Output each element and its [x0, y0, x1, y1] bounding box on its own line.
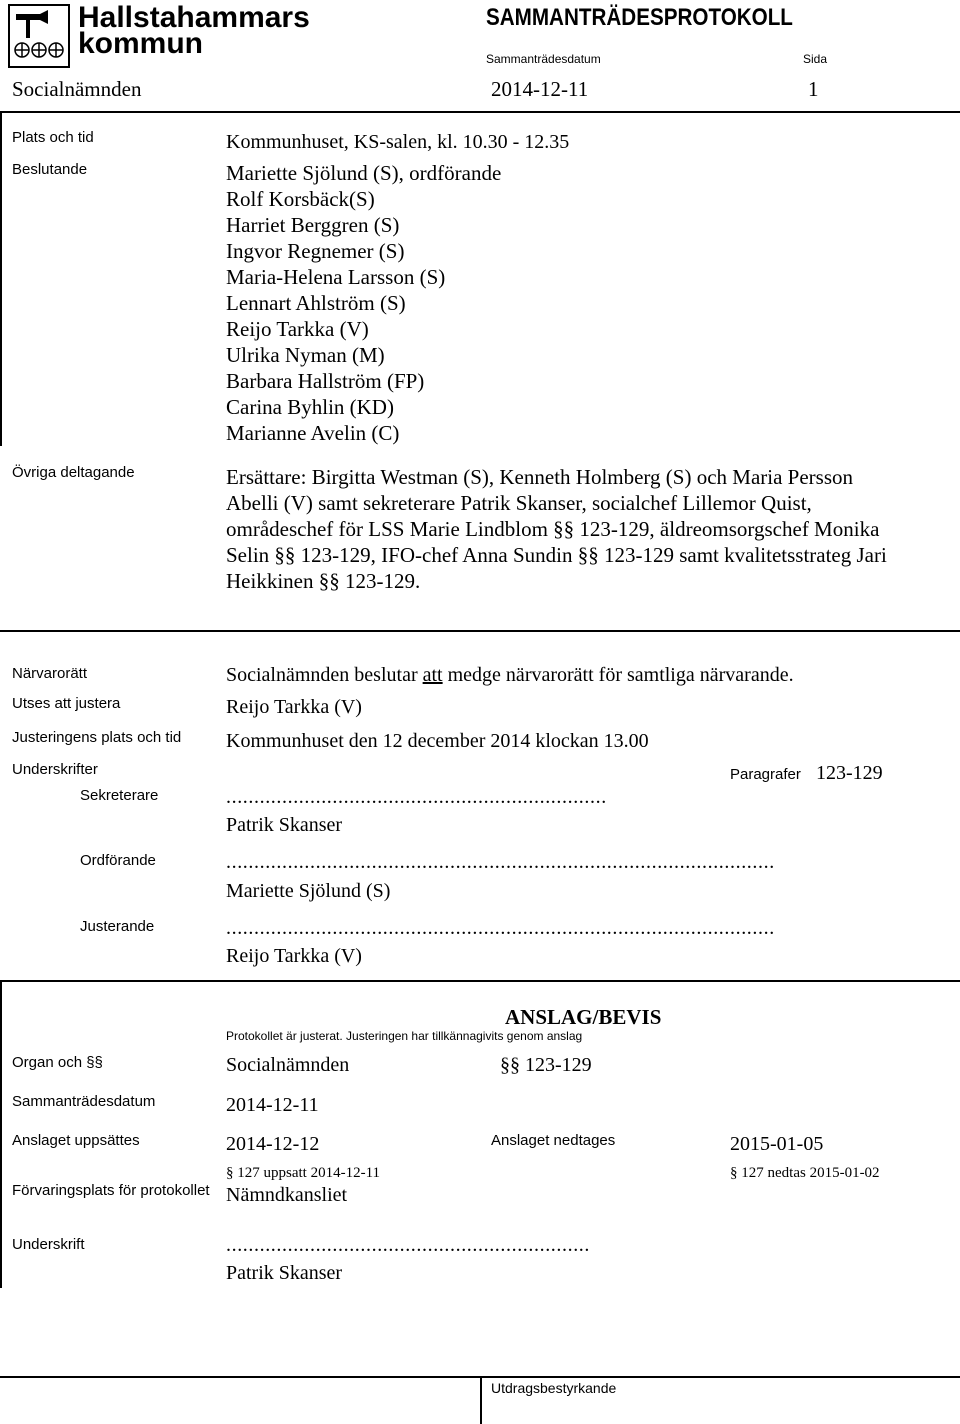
- left-border: [0, 113, 2, 446]
- member: Reijo Tarkka (V): [226, 317, 369, 341]
- paragraphs-label: Paragrafer: [730, 766, 801, 783]
- organ-value: Socialnämnden: [226, 1054, 350, 1076]
- adjust-value: Reijo Tarkka (V): [226, 696, 362, 718]
- municipality-name-line2: kommun: [78, 27, 204, 60]
- place-value: Kommunhuset, KS-salen, kl. 10.30 - 12.35: [226, 131, 570, 153]
- attendance-text-underlined: att: [422, 664, 443, 686]
- place-label: Plats och tid: [12, 129, 94, 146]
- member: Maria-Helena Larsson (S): [226, 265, 446, 289]
- footer-separator: [480, 1378, 482, 1424]
- attendance-text: [226, 664, 794, 687]
- page-caption: Sida: [803, 52, 828, 66]
- attendance-text-part: medge närvarorätt för samtliga närvarande.: [442, 664, 794, 686]
- adjust-label: Utses att justera: [12, 695, 121, 712]
- others-line: Ersättare: Birgitta Westman (S), Kenneth Holmberg (S) och Maria Persson: [226, 465, 854, 489]
- member: Barbara Hallström (FP): [226, 369, 425, 393]
- page-number: 1: [808, 77, 819, 101]
- notice-title: ANSLAG/BEVIS: [505, 1005, 662, 1029]
- adjust-place-value: Kommunhuset den 12 december 2014 klockan 13.00: [226, 730, 649, 752]
- secretary-signature-line: ....................................................................: [226, 786, 607, 808]
- notice-signature-label: Underskrift: [12, 1236, 85, 1253]
- meeting-date-caption: Sammanträdesdatum: [486, 52, 601, 66]
- member: Marianne Avelin (C): [226, 421, 400, 445]
- organ-paragraphs: §§ 123-129: [500, 1054, 592, 1076]
- meeting-date: 2014-12-11: [491, 77, 589, 101]
- notice-meeting-date-label: Sammanträdesdatum: [12, 1093, 156, 1110]
- notice-signature-name: Patrik Skanser: [226, 1262, 343, 1284]
- header-divider: [0, 111, 960, 113]
- member: Ingvor Regnemer (S): [226, 239, 405, 263]
- attendance-text-part: Socialnämnden beslutar: [226, 664, 423, 686]
- member: Mariette Sjölund (S), ordförande: [226, 161, 502, 185]
- notice-divider: [0, 980, 960, 982]
- member: Harriet Berggren (S): [226, 213, 400, 237]
- secretary-label: Sekreterare: [80, 787, 159, 804]
- adjuster-label: Justerande: [80, 918, 155, 935]
- notice-meeting-date-value: 2014-12-11: [226, 1094, 319, 1116]
- member: Carina Byhlin (KD): [226, 395, 394, 419]
- posted-note: § 127 uppsatt 2014-12-11: [226, 1165, 381, 1181]
- removed-label: Anslaget nedtages: [491, 1132, 616, 1149]
- certified-copy-label: Utdragsbestyrkande: [491, 1380, 617, 1396]
- member: Rolf Korsbäck(S): [226, 187, 375, 211]
- others-line: Selin §§ 123-129, IFO-chef Anna Sundin §§ 123-129 samt kvalitetsstrateg Jari: [226, 543, 887, 567]
- paragraphs-value: 123-129: [816, 762, 883, 784]
- others-label: Övriga deltagande: [12, 464, 135, 481]
- committee-name: Socialnämnden: [12, 77, 142, 101]
- notice-signature-line: .................................................................: [226, 1234, 590, 1256]
- adjust-place-label: Justeringens plats och tid: [12, 729, 182, 746]
- others-line: områdeschef för LSS Marie Lindblom §§ 123-129, äldreomsorgschef Monika: [226, 517, 880, 541]
- deciding-label: Beslutande: [12, 161, 88, 178]
- municipal-crest-icon: [8, 4, 70, 68]
- section-divider: [0, 630, 960, 632]
- member: Ulrika Nyman (M): [226, 343, 385, 367]
- adjuster-signature-line: ..................................................................................................: [226, 917, 775, 939]
- removed-note: § 127 nedtas 2015-01-02: [730, 1165, 880, 1181]
- others-line: Heikkinen §§ 123-129.: [226, 569, 421, 593]
- attendance-label: Närvarorätt: [12, 665, 88, 682]
- adjuster-name: Reijo Tarkka (V): [226, 945, 362, 967]
- document-title: SAMMANTRÄDESPROTOKOLL: [486, 4, 793, 31]
- municipality-name-line1: Hallstahammars: [78, 1, 310, 34]
- chair-name: Mariette Sjölund (S): [226, 880, 391, 902]
- member: Lennart Ahlström (S): [226, 291, 406, 315]
- notice-subtitle: Protokollet är justerat. Justeringen har tillkännagivits genom anslag: [226, 1029, 583, 1043]
- others-line: Abelli (V) samt sekreterare Patrik Skanser, socialchef Lillemor Quist,: [226, 491, 812, 515]
- removed-value: 2015-01-05: [730, 1133, 824, 1155]
- secretary-name: Patrik Skanser: [226, 814, 343, 836]
- notice-left-border: [0, 982, 2, 1288]
- storage-label: Förvaringsplats för protokollet: [12, 1182, 210, 1199]
- deciding-members: [226, 160, 501, 446]
- posted-value: 2014-12-12: [226, 1133, 320, 1155]
- chair-signature-line: ..................................................................................................: [226, 851, 775, 873]
- organ-label: Organ och §§: [12, 1054, 103, 1071]
- others-text: [226, 464, 887, 594]
- posted-label: Anslaget uppsättes: [12, 1132, 140, 1149]
- signatures-label: Underskrifter: [12, 761, 98, 778]
- chair-label: Ordförande: [80, 852, 156, 869]
- storage-value: Nämndkansliet: [226, 1184, 348, 1206]
